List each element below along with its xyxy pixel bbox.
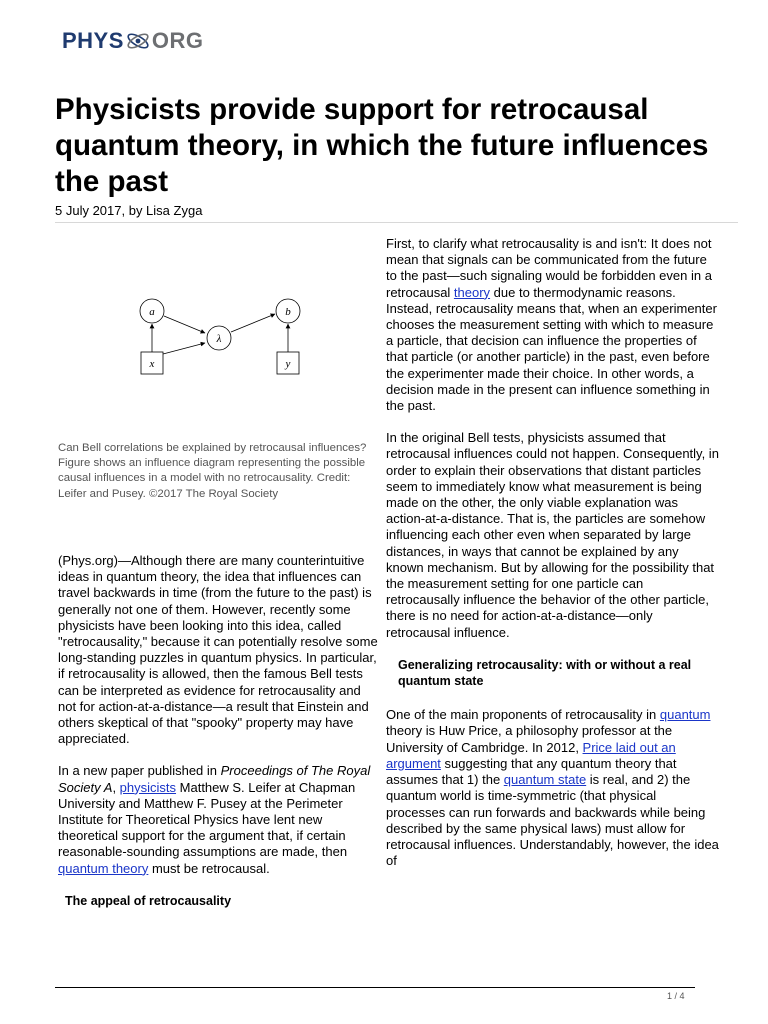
node-y-label: y xyxy=(285,358,291,370)
edge-x-lambda xyxy=(163,343,205,354)
paragraph: In a new paper published in Proceedings of The Royal Society A, physicists Matthew S. Leifer at Chapman University and Matthew F. Pusey at the Perimeter Institute for Theoretical Physics have lent new theoretical support for the argument that, if certain reasonable-sounding assumptions are made, then quantum theory must be retrocausal. xyxy=(58,763,371,876)
page-number: 1 / 4 xyxy=(667,991,685,1001)
right-column xyxy=(384,236,719,885)
influence-diagram xyxy=(130,292,320,384)
section-heading: The appeal of retrocausality xyxy=(65,893,232,908)
paragraph: One of the main proponents of retrocausality in quantum theory is Huw Price, a philosophy professor at the University of Cambridge. In 2012, Price laid out an argument suggesting that any quantum theory that assumes that 1) the quantum state is real, and 2) the quantum world is time-symmetric (that physical processes can run forwards and backwards while being described by the same physical laws) must allow for retrocausal influences. Understandably, however, the idea of xyxy=(386,707,719,869)
paragraph: (Phys.org)—Although there are many counterintuitive ideas in quantum theory, the idea that influences can travel backwards in time (from the future to the past) is generally not one of them. However, recently some physicists have been looking into this idea, called "retrocausality," because it can potentially resolve some long-standing puzzles in quantum physics. In particular, if retrocausality is allowed, then the famous Bell tests can be interpreted as evidence for retrocausality and not for action-at-a-distance—a result that Einstein and others skeptical of that "spooky" property may have appreciated. xyxy=(58,553,378,747)
atom-icon xyxy=(125,28,151,54)
node-lambda-label: λ xyxy=(216,333,222,345)
journal-name: Proceedings of The Royal Society A xyxy=(58,763,371,795)
article-title: Physicists provide support for retrocausal quantum theory, in which the future influences the past xyxy=(55,93,709,198)
footer-divider xyxy=(55,987,695,988)
node-b-label: b xyxy=(285,306,291,318)
node-x-label: x xyxy=(149,358,155,370)
section-heading: Generalizing retrocausality: with or without a real quantum state xyxy=(398,657,692,689)
paragraph: In the original Bell tests, physicists assumed that retrocausal influences could not happen. Consequently, in order to explain their observations that distant particles seem to immediately know what measurement is being made on the other, the only viable explanation was action-at-a-distance. That is, the particles are somehow influencing each other even when separated by large distances, in ways that cannot be explained by any known mechanism. But by allowing for the possibility that the measurement setting for one particle can retrocausally influence the behavior of the other particle, there is no need for action-at-a-distance—only retrocausal influence. xyxy=(386,430,719,640)
site-logo[interactable] xyxy=(62,26,204,56)
link-quantum-theory[interactable]: quantum theory xyxy=(58,860,149,876)
link-quantum-state[interactable]: quantum state xyxy=(503,772,587,788)
logo-org-text: ORG xyxy=(151,28,204,53)
left-column xyxy=(58,553,378,927)
figure-caption: Can Bell correlations be explained by retrocausal influences? Figure shows an influence diagram representing the possible causal influences in a model with no retrocausality. Credit: Leifer and Pusey. ©2017 The Royal Society xyxy=(58,442,367,500)
article-byline: 5 July 2017, by Lisa Zyga xyxy=(55,203,203,218)
logo-phys-text: PHYS xyxy=(62,28,124,53)
edge-a-lambda xyxy=(164,316,205,333)
node-a-label: a xyxy=(149,306,155,318)
link-physicists[interactable]: physicists xyxy=(119,779,177,795)
paragraph: First, to clarify what retrocausality is and isn't: It does not mean that signals can be communicated from the future to the past—such signaling would be forbidden even in a retrocausal theory due to thermodynamic reasons. Instead, retrocausality means that, when an experimenter chooses the measurement setting with which to measure a particle, that decision can influence the properties of that particle (or another particle) in the past, even before the experimenter made their choice. In other words, a decision made in the present can influence something in the past. xyxy=(386,236,717,414)
link-theory[interactable]: theory xyxy=(453,284,491,300)
link-price-argument[interactable]: Price laid out an argument xyxy=(386,739,676,771)
edge-lambda-b xyxy=(231,314,275,332)
link-quantum[interactable]: quantum xyxy=(659,707,711,723)
header-divider xyxy=(55,222,738,223)
